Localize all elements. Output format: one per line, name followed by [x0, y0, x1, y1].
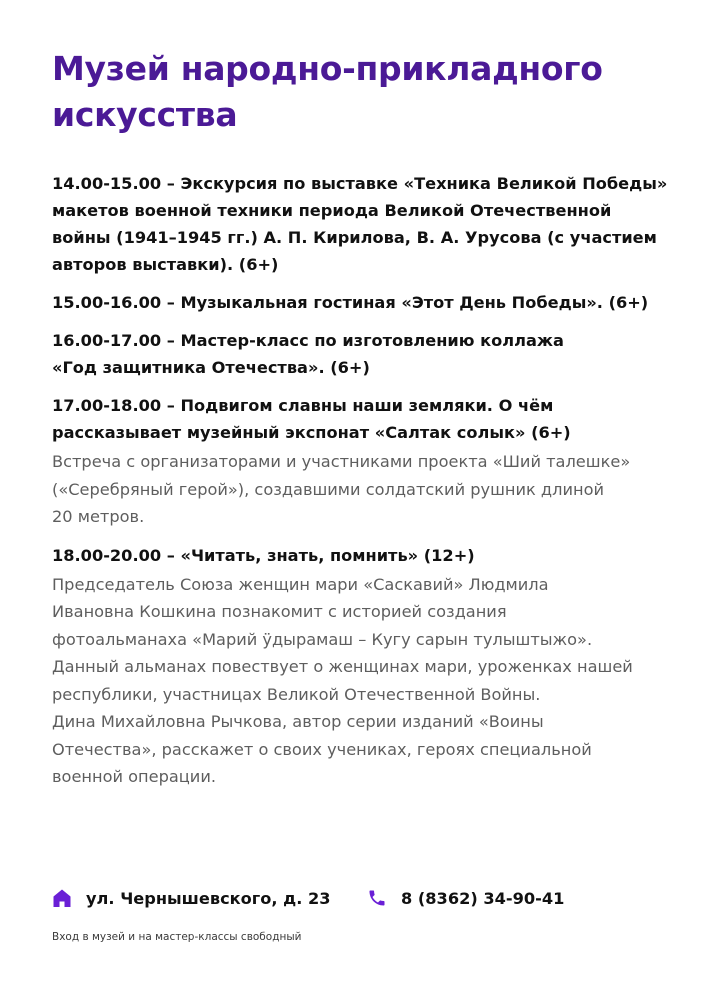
event-item [52, 289, 677, 316]
phone-icon [367, 888, 387, 908]
event-heading: 16.00-17.00 – Мастер-класс по изготовлению коллажа «Год защитника Отечества». (6+) [52, 331, 564, 377]
address-contact [52, 884, 331, 912]
event-heading: 18.00-20.00 – «Читать, знать, помнить» (12+) [52, 545, 475, 565]
event-description: Встреча с организаторами и участниками проекта «Ший талешке» («Серебряный герой»), создавшими солдатский рушник длиной 20 метров. [52, 452, 631, 526]
event-item [52, 392, 677, 531]
event-list [52, 170, 677, 802]
phone-number[interactable]: 8 (8362) 34-90-41 [401, 888, 565, 908]
home-icon [52, 888, 72, 908]
event-heading: 15.00-16.00 – Музыкальная гостиная «Этот День Победы». (6+) [52, 293, 649, 312]
event-heading: 17.00-18.00 – Подвигом славны наши земляки. О чём рассказывает музейный экспонат «Салтак солык» (6+) [52, 396, 571, 442]
event-item [52, 542, 677, 791]
address-text: ул. Чернышевского, д. 23 [86, 888, 331, 908]
page-title: Музей народно-прикладного искусства [52, 49, 603, 134]
contact-footer [52, 884, 672, 914]
event-item [52, 170, 677, 278]
event-heading: 14.00-15.00 – Экскурсия по выставке «Техника Великой Победы» макетов военной техники периода Великой Отечественной войны (1941–1945 гг.) А. П. Кирилова, В. А. Урусова (с участием авторов выставки). (6+) [52, 174, 668, 274]
phone-contact[interactable] [367, 884, 564, 912]
event-description: Председатель Союза женщин мари «Саскавий» Людмила Ивановна Кошкина познакомит с историей создания фотоальманаха «Марий ӱдырамаш – Кугу сарын тулыштыжо». Данный альманах повествует о женщинах мари, уроженках нашей республики, участницах Великой Отечественной Войны. Дина Михайловна Рычкова, автор серии изданий «Воины Отечества», расскажет о своих учениках, героях специальной военной операции. [52, 574, 633, 786]
free-entry-note: Вход в музей и на мастер-классы свободный [52, 931, 302, 943]
event-item [52, 327, 677, 381]
